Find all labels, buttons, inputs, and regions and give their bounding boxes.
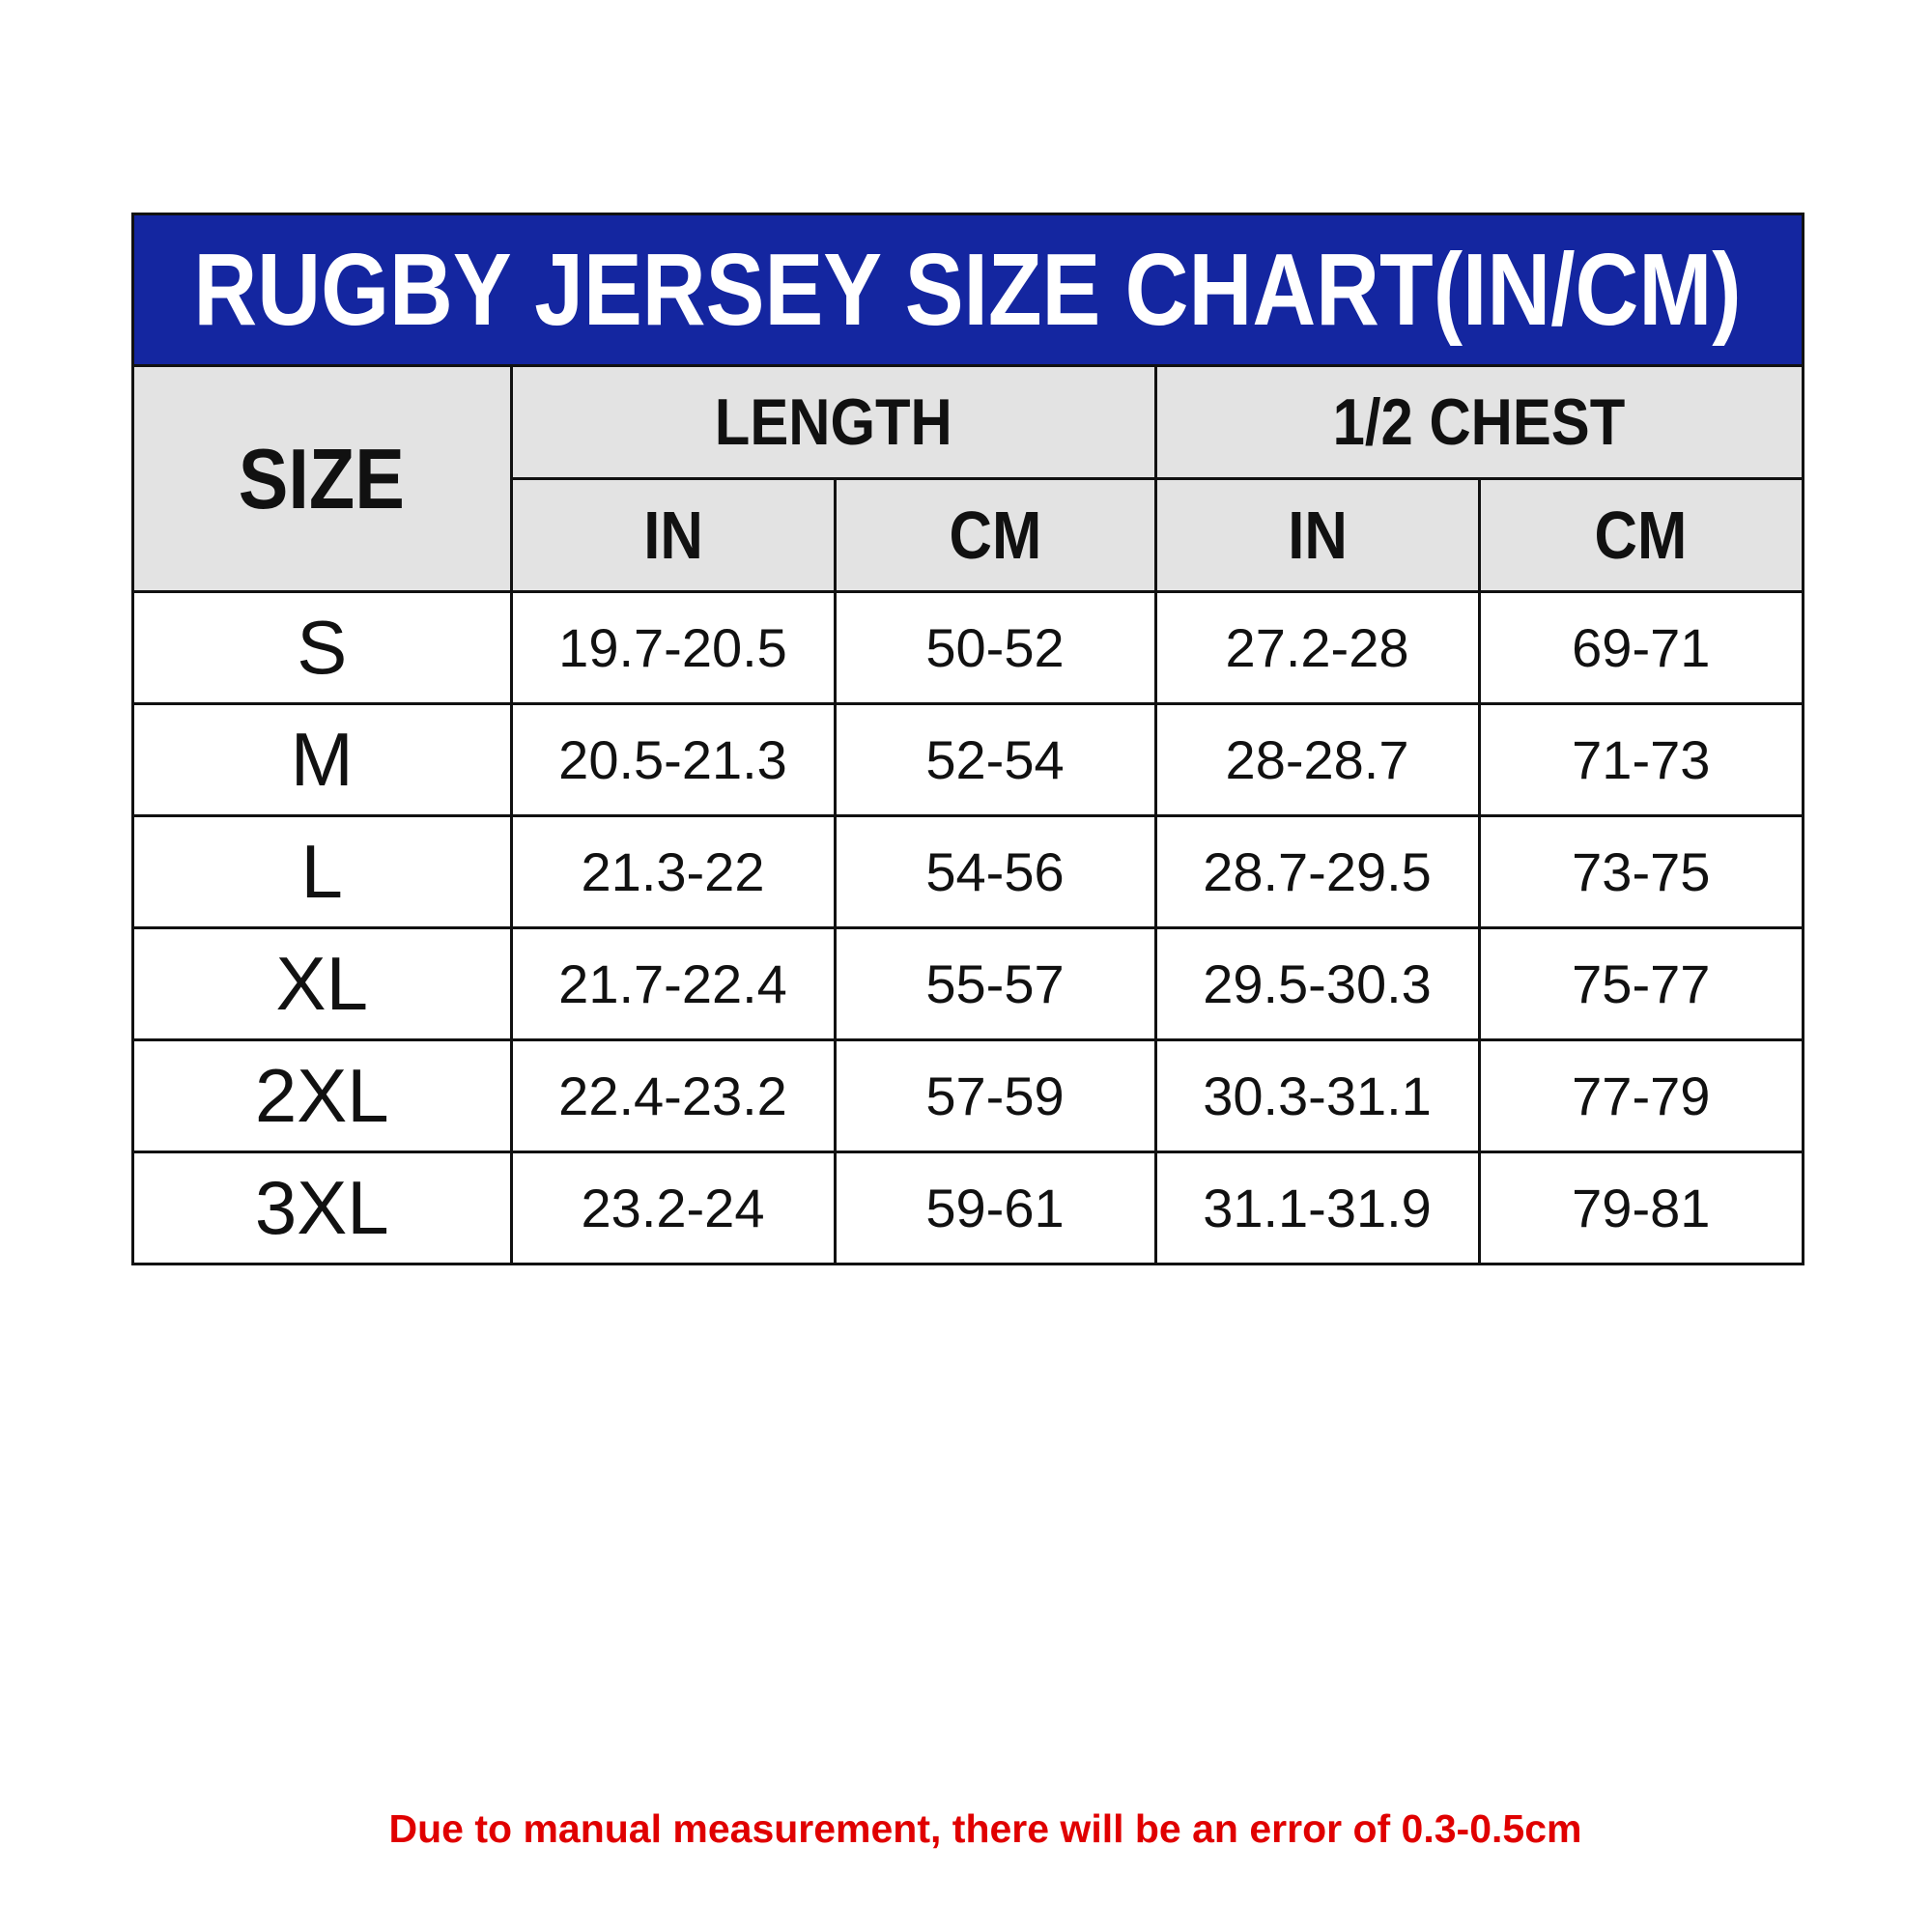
length-in-cell: 21.7-22.4 <box>511 928 835 1040</box>
chest-in-cell: 29.5-30.3 <box>1155 928 1479 1040</box>
length-cm-cell: 57-59 <box>835 1040 1155 1152</box>
length-in-header: IN <box>511 479 835 592</box>
size-cell: 3XL <box>134 1152 511 1264</box>
chest-group-header: 1/2 CHEST <box>1155 367 1802 479</box>
length-in-cell: 21.3-22 <box>511 816 835 928</box>
table-row <box>134 592 1802 704</box>
length-cm-cell: 52-54 <box>835 704 1155 816</box>
chest-cm-cell: 69-71 <box>1479 592 1802 704</box>
table-row <box>134 1040 1802 1152</box>
length-in-cell: 19.7-20.5 <box>511 592 835 704</box>
size-cell: S <box>134 592 511 704</box>
chest-in-cell: 27.2-28 <box>1155 592 1479 704</box>
table-row <box>134 1152 1802 1264</box>
table-row <box>134 928 1802 1040</box>
chest-in-cell: 28.7-29.5 <box>1155 816 1479 928</box>
chest-in-cell: 31.1-31.9 <box>1155 1152 1479 1264</box>
chart-title: RUGBY JERSEY SIZE CHART(IN/CM) <box>193 232 1743 347</box>
size-cell: M <box>134 704 511 816</box>
chart-title-bar <box>134 215 1802 367</box>
length-cm-cell: 50-52 <box>835 592 1155 704</box>
length-in-cell: 23.2-24 <box>511 1152 835 1264</box>
table-row <box>134 704 1802 816</box>
length-cm-cell: 59-61 <box>835 1152 1155 1264</box>
size-chart <box>131 213 1804 1265</box>
chest-in-cell: 28-28.7 <box>1155 704 1479 816</box>
chest-cm-cell: 75-77 <box>1479 928 1802 1040</box>
size-cell: 2XL <box>134 1040 511 1152</box>
size-table <box>134 367 1802 1263</box>
length-in-cell: 20.5-21.3 <box>511 704 835 816</box>
size-cell: L <box>134 816 511 928</box>
measurement-error-note <box>0 1806 1932 1852</box>
length-in-cell: 22.4-23.2 <box>511 1040 835 1152</box>
chest-cm-cell: 79-81 <box>1479 1152 1802 1264</box>
length-cm-cell: 54-56 <box>835 816 1155 928</box>
chest-cm-cell: 77-79 <box>1479 1040 1802 1152</box>
chest-cm-cell: 71-73 <box>1479 704 1802 816</box>
size-column-header: SIZE <box>134 367 511 592</box>
length-group-header: LENGTH <box>511 367 1155 479</box>
chest-in-cell: 30.3-31.1 <box>1155 1040 1479 1152</box>
chest-cm-header: CM <box>1479 479 1802 592</box>
table-row <box>134 816 1802 928</box>
chest-in-header: IN <box>1155 479 1479 592</box>
note-text: Due to manual measurement, there will be an error of 0.3-0.5cm <box>388 1806 1582 1851</box>
chest-cm-cell: 73-75 <box>1479 816 1802 928</box>
size-cell: XL <box>134 928 511 1040</box>
length-cm-cell: 55-57 <box>835 928 1155 1040</box>
length-cm-header: CM <box>835 479 1155 592</box>
